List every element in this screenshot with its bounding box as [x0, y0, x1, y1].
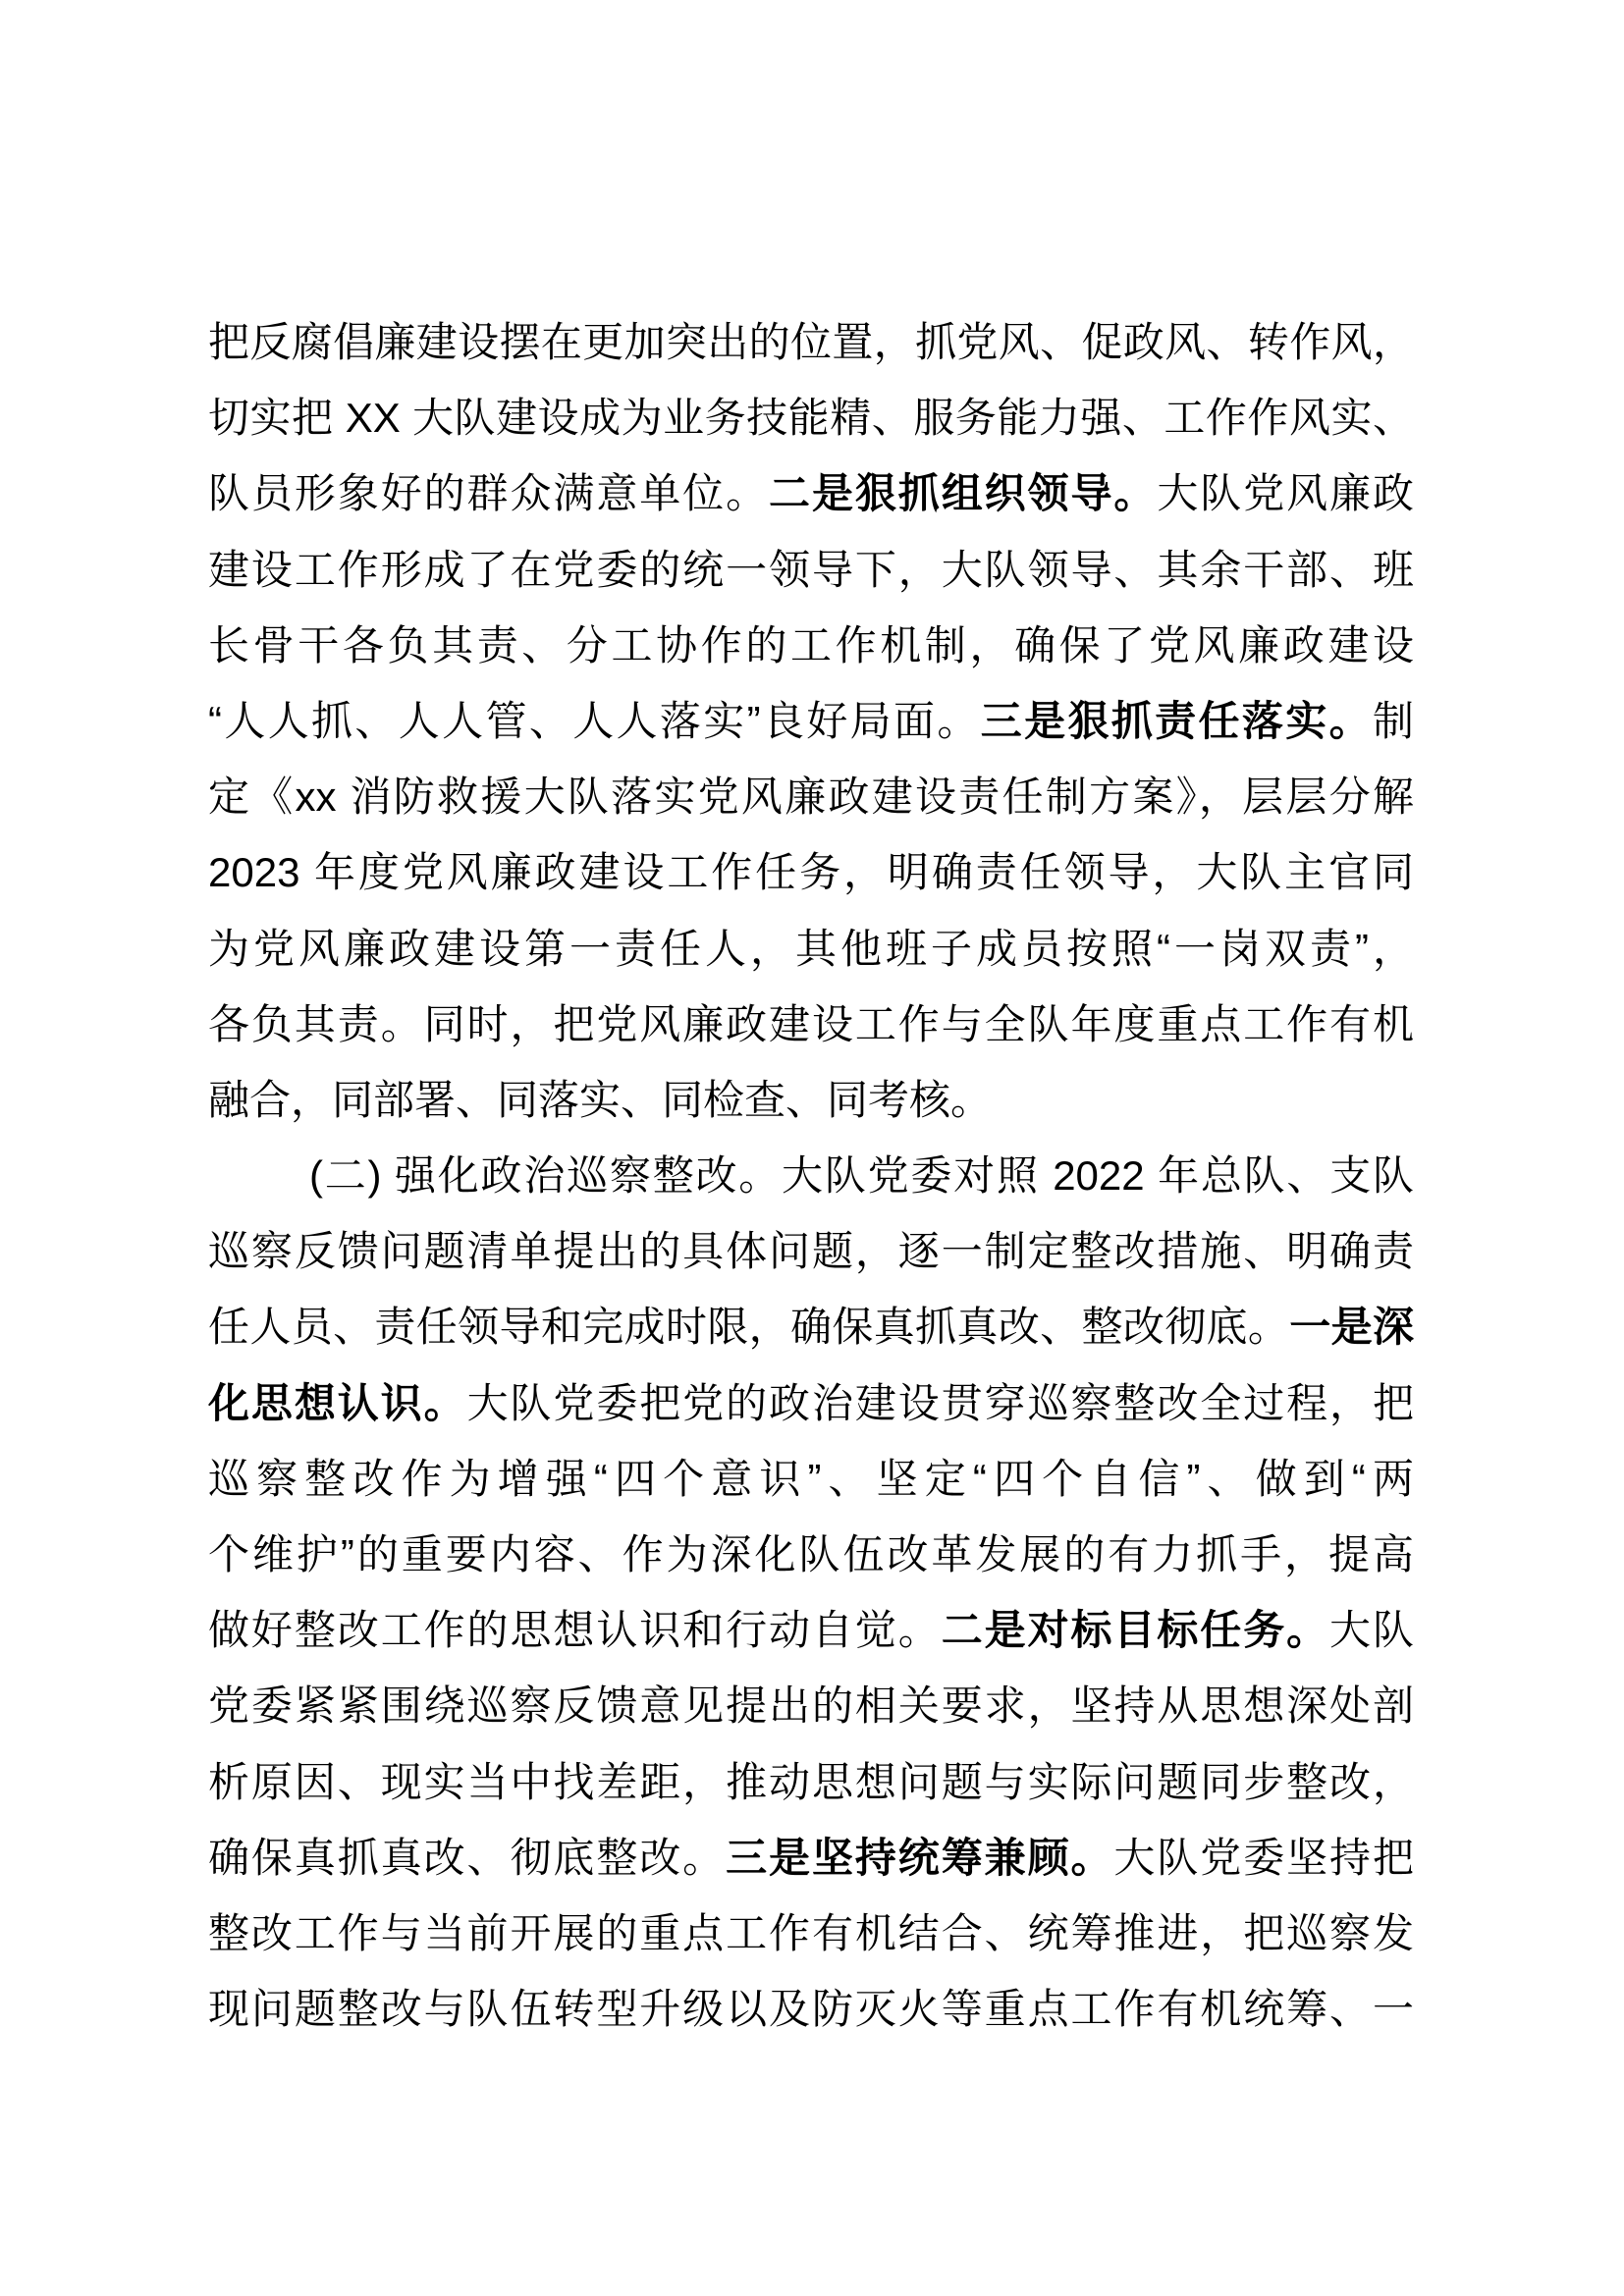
text-segment: 大队党委把党的政治建设贯穿巡察整改全过程，把	[466, 1379, 1414, 1426]
bold-text-segment: 三是坚持统筹兼顾。	[726, 1834, 1114, 1881]
text-line	[208, 1896, 1414, 1971]
text-line	[208, 304, 1414, 380]
text-line	[208, 1213, 1414, 1289]
text-segment: 巡察整改作为增强“四个意识”、坚定“四个自信”、做到“两	[208, 1455, 1414, 1502]
text-segment: 融合，同部署、同落实、同检查、同考核。	[208, 1076, 993, 1123]
text-line	[208, 1592, 1414, 1668]
text-segment: (二) 强化政治巡察整改。大队党委对照 2022 年总队、支队	[309, 1152, 1414, 1200]
bold-text-segment: 二是对标目标任务。	[941, 1607, 1330, 1654]
text-segment: 大队	[1329, 1607, 1414, 1654]
text-line	[208, 683, 1414, 759]
text-segment: 大队党委坚持把	[1113, 1834, 1414, 1881]
bold-text-segment: 化思想认识。	[208, 1379, 467, 1426]
text-segment: “人人抓、人人管、人人落实”良好局面。	[208, 697, 981, 744]
text-segment: 为党风廉政建设第一责任人，其他班子成员按照“一岗双责”，	[208, 925, 1414, 972]
text-line	[208, 608, 1414, 683]
text-segment: 长骨干各负其责、分工协作的工作机制，确保了党风廉政建设	[208, 621, 1414, 668]
text-line	[208, 1441, 1414, 1517]
text-segment: 做好整改工作的思想认识和行动自觉。	[208, 1607, 942, 1654]
text-segment: 析原因、现实当中找差距，推动思想问题与实际问题同步整改，	[208, 1758, 1414, 1805]
text-line	[208, 1971, 1414, 2047]
text-line	[208, 1668, 1414, 1743]
text-segment: 2023 年度党风廉政建设工作任务，明确责任领导，大队主官同	[208, 849, 1414, 896]
text-segment: 把反腐倡廉建设摆在更加突出的位置，抓党风、促政风、转作风，	[208, 319, 1414, 365]
text-line	[208, 1744, 1414, 1820]
text-line	[208, 834, 1414, 910]
text-segment: 建设工作形成了在党委的统一领导下，大队领导、其余干部、班	[208, 546, 1414, 593]
text-line	[208, 532, 1414, 608]
text-line	[208, 1365, 1414, 1441]
text-line	[208, 1820, 1414, 1896]
text-segment: 各负其责。同时，把党风廉政建设工作与全队年度重点工作有机	[208, 1000, 1414, 1047]
text-line	[208, 1517, 1414, 1592]
text-line	[208, 1138, 1414, 1213]
text-segment: 定《xx 消防救援大队落实党风廉政建设责任制方案》，层层分解	[208, 774, 1414, 821]
bold-text-segment: 二是狠抓组织领导。	[769, 470, 1158, 517]
text-line	[208, 1289, 1414, 1364]
text-line	[208, 987, 1414, 1062]
text-line	[208, 759, 1414, 834]
text-segment: 大队党风廉政	[1157, 470, 1414, 517]
bold-text-segment: 三是狠抓责任落实。	[980, 697, 1373, 744]
text-line	[208, 1062, 1414, 1138]
text-segment: 个维护”的重要内容、作为深化队伍改革发展的有力抓手，提高	[208, 1531, 1414, 1577]
text-segment: 巡察反馈问题清单提出的具体问题，逐一制定整改措施、明确责	[208, 1228, 1414, 1275]
document-body	[208, 304, 1414, 2047]
text-segment: 队员形象好的群众满意单位。	[208, 470, 770, 517]
bold-text-segment: 一是深	[1289, 1304, 1414, 1351]
text-segment: 任人员、责任领导和完成时限，确保真抓真改、整改彻底。	[208, 1304, 1290, 1351]
text-segment: 整改工作与当前开展的重点工作有机结合、统筹推进，把巡察发	[208, 1909, 1414, 1956]
text-line	[208, 380, 1414, 455]
text-line	[208, 455, 1414, 531]
text-segment: 现问题整改与队伍转型升级以及防灭火等重点工作有机统筹、一	[208, 1986, 1414, 2033]
text-line	[208, 911, 1414, 987]
text-segment: 确保真抓真改、彻底整改。	[208, 1834, 727, 1881]
text-segment: 制	[1372, 697, 1414, 744]
text-segment: 党委紧紧围绕巡察反馈意见提出的相关要求，坚持从思想深处剖	[208, 1682, 1414, 1730]
text-segment: 切实把 XX 大队建设成为业务技能精、服务能力强、工作作风实、	[208, 395, 1414, 442]
